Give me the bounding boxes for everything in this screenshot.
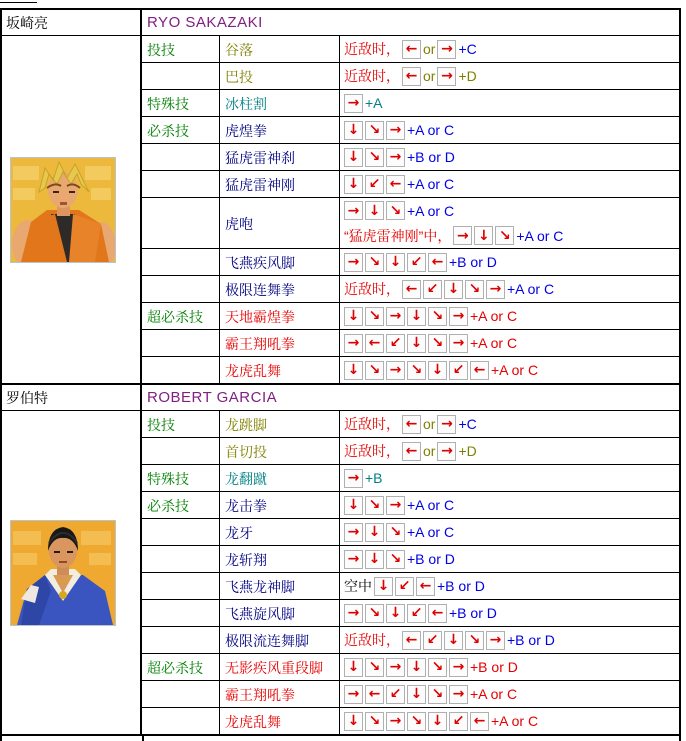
robert-portrait-image [10, 520, 116, 626]
move-name: 虎咆 [220, 198, 340, 248]
command-text: 近敌时， [344, 632, 400, 648]
direction-arrow-icon: → [449, 334, 468, 353]
move-command [340, 330, 679, 356]
command-text: +B or D [470, 659, 518, 675]
move-row [142, 519, 679, 546]
direction-arrow-icon: ↘ [365, 148, 384, 167]
move-row [142, 330, 679, 357]
move-category-label: 超必杀技 [142, 654, 220, 680]
movelist-page [0, 8, 681, 741]
direction-arrow-icon: ↓ [365, 523, 384, 542]
direction-arrow-icon: ↘ [386, 550, 405, 569]
command-text: “猛虎雷神刚”中， [344, 227, 452, 244]
direction-arrow-icon: → [344, 334, 363, 353]
move-row [142, 117, 679, 144]
command-text: +A or C [507, 281, 555, 297]
move-category-label [142, 249, 220, 275]
move-name: 极限连舞拳 [220, 276, 340, 302]
direction-arrow-icon: → [449, 658, 468, 677]
direction-arrow-icon: ← [365, 685, 384, 704]
direction-arrow-icon: → [386, 658, 405, 677]
previous-table-border-artifact [0, 2, 37, 3]
move-command [340, 117, 679, 143]
direction-arrow-icon: ← [428, 253, 447, 272]
direction-arrow-icon: → [344, 469, 363, 488]
move-command [340, 276, 679, 302]
direction-arrow-icon: ↓ [386, 253, 405, 272]
direction-arrow-icon: → [386, 121, 405, 140]
move-command [340, 171, 679, 197]
direction-arrow-icon: ↙ [407, 604, 426, 623]
move-category-label [142, 198, 220, 248]
move-name: 猛虎雷神刚 [220, 171, 340, 197]
move-row [142, 36, 679, 63]
move-row [142, 573, 679, 600]
move-name: 飞燕旋风脚 [220, 600, 340, 626]
move-command [340, 303, 679, 329]
direction-arrow-icon: → [486, 280, 505, 299]
command-text: +A or C [470, 335, 518, 351]
direction-arrow-icon: ← [402, 280, 421, 299]
direction-arrow-icon: ↓ [344, 121, 363, 140]
direction-arrow-icon: ↘ [365, 496, 384, 515]
direction-arrow-icon: → [437, 67, 456, 86]
character-section-ryo [0, 8, 681, 385]
command-line [344, 37, 677, 62]
move-row [142, 249, 679, 276]
move-command [340, 573, 679, 599]
move-row [142, 144, 679, 171]
command-text: +A or C [491, 713, 539, 729]
direction-arrow-icon: → [437, 415, 456, 434]
command-text: +B or D [449, 254, 497, 270]
character-name-en: ROBERT GARCIA [147, 389, 278, 406]
move-name: 极限流连舞脚 [220, 627, 340, 653]
direction-arrow-icon: ↘ [365, 361, 384, 380]
direction-arrow-icon: ↘ [428, 307, 447, 326]
command-line [344, 682, 677, 707]
command-line [344, 358, 677, 383]
command-text: 空中 [344, 578, 372, 594]
move-command [340, 654, 679, 680]
direction-arrow-icon: ← [402, 631, 421, 650]
direction-arrow-icon: ↘ [428, 658, 447, 677]
move-command [340, 36, 679, 62]
move-category-label: 投技 [142, 36, 220, 62]
move-name: 飞燕龙神脚 [220, 573, 340, 599]
direction-arrow-icon: ↓ [365, 550, 384, 569]
command-text: +A or C [407, 202, 455, 219]
direction-arrow-icon: → [386, 307, 405, 326]
command-line [344, 304, 677, 329]
direction-arrow-icon: → [344, 94, 363, 113]
move-command [340, 357, 679, 383]
direction-arrow-icon: ↘ [365, 712, 384, 731]
move-name: 虎煌拳 [220, 117, 340, 143]
command-line [344, 277, 677, 302]
direction-arrow-icon: ↘ [365, 658, 384, 677]
move-category-label [142, 519, 220, 545]
direction-arrow-icon: → [449, 685, 468, 704]
direction-arrow-icon: ↓ [365, 201, 384, 220]
move-category-label [142, 681, 220, 707]
direction-arrow-icon: ← [402, 415, 421, 434]
move-name: 龙翻蹴 [220, 465, 340, 491]
move-name: 龙虎乱舞 [220, 357, 340, 383]
command-line [344, 493, 677, 518]
command-text: or [423, 68, 436, 84]
character-name-cn: 坂崎亮 [2, 10, 142, 35]
move-category-label: 特殊技 [142, 90, 220, 116]
command-text: 近敌时， [344, 281, 400, 297]
command-line [344, 223, 677, 248]
command-text: +A or C [470, 686, 518, 702]
character-section-robert [0, 383, 681, 736]
next-table-row-sliver [0, 736, 681, 741]
move-row [142, 600, 679, 627]
direction-arrow-icon: ↓ [407, 307, 426, 326]
character-body [2, 411, 679, 734]
direction-arrow-icon: ↙ [386, 334, 405, 353]
character-header [2, 10, 679, 36]
command-line [344, 91, 677, 116]
command-text: or [423, 416, 436, 432]
move-name: 首切投 [220, 438, 340, 464]
command-text: +A or C [407, 122, 455, 138]
next-table-divider [142, 736, 144, 741]
move-category-label [142, 600, 220, 626]
direction-arrow-icon: → [344, 523, 363, 542]
command-text: 近敌时， [344, 416, 400, 432]
move-row [142, 654, 679, 681]
direction-arrow-icon: ↓ [344, 175, 363, 194]
move-row [142, 708, 679, 734]
move-row [142, 171, 679, 198]
command-text: +B or D [507, 632, 555, 648]
direction-arrow-icon: ↙ [449, 712, 468, 731]
command-text: +A or C [407, 497, 455, 513]
move-row [142, 546, 679, 573]
command-line [344, 628, 677, 653]
move-category-label [142, 171, 220, 197]
direction-arrow-icon: ↘ [428, 334, 447, 353]
command-text: +D [458, 443, 477, 459]
move-command [340, 681, 679, 707]
move-name: 飞燕疾风脚 [220, 249, 340, 275]
direction-arrow-icon: ↓ [407, 658, 426, 677]
direction-arrow-icon: ↘ [365, 253, 384, 272]
command-line [344, 198, 677, 223]
move-name: 霸王翔吼拳 [220, 330, 340, 356]
move-category-label [142, 546, 220, 572]
move-category-label [142, 63, 220, 89]
direction-arrow-icon: ← [386, 175, 405, 194]
move-command [340, 519, 679, 545]
move-row [142, 681, 679, 708]
move-row [142, 303, 679, 330]
move-category-label [142, 627, 220, 653]
direction-arrow-icon: ← [402, 442, 421, 461]
direction-arrow-icon: ↙ [395, 577, 414, 596]
portrait-cell [2, 36, 142, 383]
direction-arrow-icon: → [344, 201, 363, 220]
direction-arrow-icon: → [449, 307, 468, 326]
direction-arrow-icon: ↓ [428, 712, 447, 731]
command-line [344, 655, 677, 680]
direction-arrow-icon: ↓ [344, 712, 363, 731]
command-line [344, 412, 677, 437]
command-line [344, 331, 677, 356]
direction-arrow-icon: → [386, 712, 405, 731]
move-command [340, 438, 679, 464]
direction-arrow-icon: ↘ [365, 121, 384, 140]
direction-arrow-icon: → [386, 148, 405, 167]
move-row [142, 198, 679, 249]
direction-arrow-icon: ↓ [344, 361, 363, 380]
direction-arrow-icon: ↙ [386, 685, 405, 704]
move-command [340, 90, 679, 116]
command-text: +C [458, 41, 477, 57]
direction-arrow-icon: ↘ [465, 631, 484, 650]
direction-arrow-icon: ↙ [423, 631, 442, 650]
command-line [344, 574, 677, 599]
move-category-label [142, 573, 220, 599]
command-text: +B or D [407, 551, 455, 567]
move-category-label: 必杀技 [142, 117, 220, 143]
command-text: +A [365, 95, 383, 111]
direction-arrow-icon: ↓ [474, 226, 493, 245]
command-line [344, 118, 677, 143]
direction-arrow-icon: ← [416, 577, 435, 596]
direction-arrow-icon: ↙ [423, 280, 442, 299]
move-row [142, 438, 679, 465]
direction-arrow-icon: ↓ [444, 631, 463, 650]
direction-arrow-icon: ↓ [407, 334, 426, 353]
direction-arrow-icon: → [386, 361, 405, 380]
move-name: 猛虎雷神刹 [220, 144, 340, 170]
move-name: 无影疾风重段脚 [220, 654, 340, 680]
portrait-cell [2, 411, 142, 734]
move-name: 霸王翔吼拳 [220, 681, 340, 707]
direction-arrow-icon: ← [470, 712, 489, 731]
move-row [142, 357, 679, 383]
direction-arrow-icon: ↓ [344, 307, 363, 326]
move-command [340, 546, 679, 572]
direction-arrow-icon: ↙ [365, 175, 384, 194]
direction-arrow-icon: ↘ [407, 361, 426, 380]
direction-arrow-icon: ← [470, 361, 489, 380]
command-line [344, 439, 677, 464]
direction-arrow-icon: → [437, 40, 456, 59]
direction-arrow-icon: → [453, 226, 472, 245]
move-category-label: 投技 [142, 411, 220, 437]
command-line [344, 250, 677, 275]
move-category-label: 特殊技 [142, 465, 220, 491]
direction-arrow-icon: ↓ [428, 361, 447, 380]
character-name-en: RYO SAKAZAKI [147, 14, 263, 31]
direction-arrow-icon: → [344, 685, 363, 704]
move-category-label [142, 357, 220, 383]
direction-arrow-icon: ← [428, 604, 447, 623]
command-text: +B or D [407, 149, 455, 165]
move-name: 龙斩翔 [220, 546, 340, 572]
move-category-label: 超必杀技 [142, 303, 220, 329]
moves-table [142, 36, 679, 383]
move-name: 龙牙 [220, 519, 340, 545]
move-name: 冰柱割 [220, 90, 340, 116]
direction-arrow-icon: ↙ [407, 253, 426, 272]
move-category-label [142, 144, 220, 170]
move-row [142, 63, 679, 90]
direction-arrow-icon: → [344, 604, 363, 623]
move-category-label [142, 330, 220, 356]
move-row [142, 90, 679, 117]
direction-arrow-icon: ↓ [374, 577, 393, 596]
move-name: 谷落 [220, 36, 340, 62]
move-name: 龙跳脚 [220, 411, 340, 437]
move-command [340, 627, 679, 653]
direction-arrow-icon: ↓ [407, 685, 426, 704]
move-category-label: 必杀技 [142, 492, 220, 518]
direction-arrow-icon: ↘ [365, 604, 384, 623]
move-category-label [142, 276, 220, 302]
direction-arrow-icon: ← [365, 334, 384, 353]
move-name: 天地霸煌拳 [220, 303, 340, 329]
command-line [344, 520, 677, 545]
character-name-cn: 罗伯特 [2, 385, 142, 410]
command-text: +A or C [407, 176, 455, 192]
direction-arrow-icon: → [386, 496, 405, 515]
command-line [344, 601, 677, 626]
direction-arrow-icon: ↓ [344, 148, 363, 167]
command-text: +B or D [437, 578, 485, 594]
direction-arrow-icon: ↘ [386, 523, 405, 542]
direction-arrow-icon: ← [402, 67, 421, 86]
command-line [344, 64, 677, 89]
direction-arrow-icon: → [437, 442, 456, 461]
command-text: or [423, 443, 436, 459]
command-text: +A or C [491, 362, 539, 378]
command-text: 近敌时， [344, 443, 400, 459]
command-text: 近敌时， [344, 68, 400, 84]
move-command [340, 63, 679, 89]
command-text: +A or C [516, 227, 564, 244]
direction-arrow-icon: ← [402, 40, 421, 59]
move-row [142, 411, 679, 438]
ryo-portrait-art [11, 158, 115, 262]
command-text: +D [458, 68, 477, 84]
move-command [340, 600, 679, 626]
move-row [142, 276, 679, 303]
direction-arrow-icon: ↘ [365, 307, 384, 326]
command-text: +A or C [470, 308, 518, 324]
command-text: or [423, 41, 436, 57]
direction-arrow-icon: → [344, 550, 363, 569]
command-text: +B [365, 470, 383, 486]
move-category-label [142, 708, 220, 734]
move-category-label [142, 438, 220, 464]
direction-arrow-icon: → [486, 631, 505, 650]
character-header [2, 385, 679, 411]
direction-arrow-icon: ↘ [465, 280, 484, 299]
moves-table [142, 411, 679, 734]
move-command [340, 465, 679, 491]
command-line [344, 466, 677, 491]
ryo-portrait-image [10, 157, 116, 263]
command-line [344, 709, 677, 734]
direction-arrow-icon: ↘ [407, 712, 426, 731]
move-name: 龙虎乱舞 [220, 708, 340, 734]
move-row [142, 465, 679, 492]
direction-arrow-icon: ↘ [428, 685, 447, 704]
command-text: +C [458, 416, 477, 432]
move-row [142, 627, 679, 654]
move-command [340, 411, 679, 437]
command-text: +B or D [449, 605, 497, 621]
character-body [2, 36, 679, 383]
move-command [340, 492, 679, 518]
direction-arrow-icon: → [344, 253, 363, 272]
move-name: 巴投 [220, 63, 340, 89]
direction-arrow-icon: ↘ [386, 201, 405, 220]
direction-arrow-icon: ↓ [444, 280, 463, 299]
direction-arrow-icon: ↓ [386, 604, 405, 623]
move-command [340, 144, 679, 170]
move-name: 龙击拳 [220, 492, 340, 518]
command-line [344, 172, 677, 197]
robert-portrait-art [11, 521, 115, 625]
move-command [340, 708, 679, 734]
command-line [344, 145, 677, 170]
direction-arrow-icon: ↙ [449, 361, 468, 380]
command-text: 近敌时， [344, 41, 400, 57]
direction-arrow-icon: ↓ [344, 658, 363, 677]
move-row [142, 492, 679, 519]
command-line [344, 547, 677, 572]
command-text: +A or C [407, 524, 455, 540]
move-command [340, 249, 679, 275]
direction-arrow-icon: ↘ [495, 226, 514, 245]
move-command [340, 198, 679, 248]
direction-arrow-icon: ↓ [344, 496, 363, 515]
